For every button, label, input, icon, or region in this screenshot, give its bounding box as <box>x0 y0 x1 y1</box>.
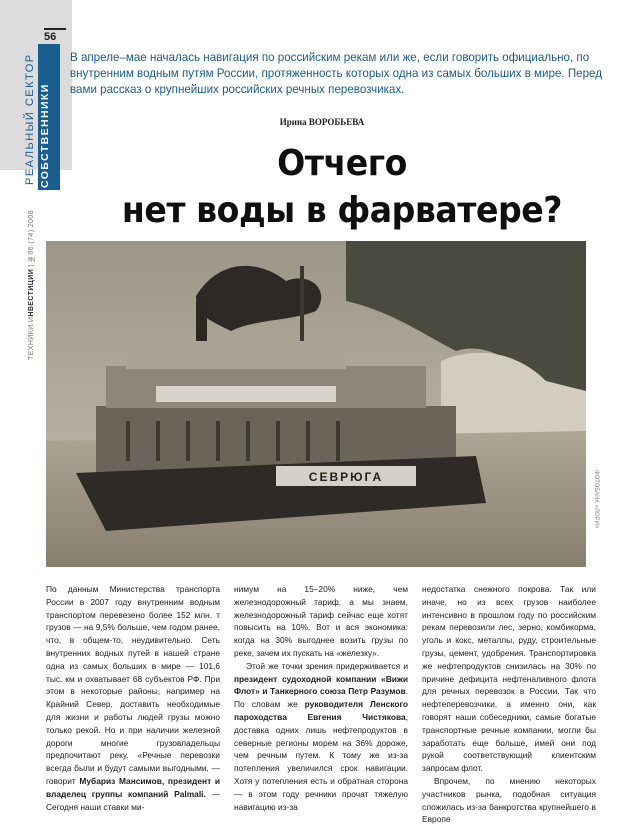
headline <box>40 140 644 234</box>
paragraph: нимум на 15–20% ниже, чем железнодорожный тариф, а мы знаем, железнодорожный тариф сейчас еще хотят повысить на 10%. Вот и вся экономика: когда на 30% выгоднее возить грузы по реке, зачем их пускать на «железку». <box>234 584 408 658</box>
quoted-person: Мубариз Мансимов, президент и владелец группы компаний Palmali. <box>46 775 220 799</box>
headline-line-1: Отчего <box>277 143 407 184</box>
river-ship-photo <box>46 241 586 567</box>
page-number: 56 <box>44 28 66 43</box>
article-body <box>46 583 596 826</box>
column-3 <box>422 583 596 826</box>
rubric-owners: СОБСТВЕННИКИ <box>39 83 51 188</box>
photo-credit: ФОТОБАНК «ЛОРИ» <box>593 470 599 529</box>
quoted-person: руководителя Ленского пароходства Евгения Чистякова <box>234 699 408 722</box>
magazine-number: | №06 (74) 2008 <box>28 210 35 269</box>
text: Этой же точки зрения придерживается и <box>246 660 408 671</box>
paragraph: Впрочем, по мнению некоторых участников рынка, подобная ситуация сложилась из-за банкротства крупнейшего в Европе <box>422 775 596 825</box>
ship-illustration <box>46 241 586 567</box>
column-2 <box>234 583 408 826</box>
text: По данным Министерства транспорта России в 2007 году внутренним водным транспортом перевезено более 152 млн. т грузов — на 9,5% больше, чем годом ранее, что, в общем-то, неудивительно. Сеть внутренних водных путей в нашей стране одна из самых больших в мире — 101,6 тыс. км и охватывает 68 субъектов РФ. При этом в некоторые районы, например на Крайний Север, доставить необходимые для жизни и работы людей грузы можно только рекой. Но и при наличии железной дороги многие грузовладельцы предпочитают реку. «Речные перевозки всегда были и будут самыми выгодными, — говорит <box>46 584 220 786</box>
column-1 <box>46 583 220 826</box>
magazine-prefix: ТЕХНИКИ И <box>28 316 35 360</box>
lead-paragraph: В апреле–мае началась навигация по российским рекам или же, если говорить официально, по внутренним водным путям России, протяженность которых одна из самых больших в мире. Перед вами рассказ о крупнейших российских речных перевозчиках. <box>70 51 603 96</box>
author: Ирина ВОРОБЬЕВА <box>279 117 365 127</box>
paragraph <box>234 660 408 814</box>
ship-name: СЕВРЮГА <box>308 470 384 484</box>
magazine-issue <box>28 190 40 360</box>
text: , доставка одних лишь нефтепродуктов в северные регионы морем на 36% дороже, чем речным путем. К тому же из-за потепления увеличился срок навигации. Хотя у потепления есть и обратная сторона — в этом году речники прочат тяжелую навигацию из-за <box>234 711 408 812</box>
text: . По словам же <box>234 686 408 710</box>
headline-line-2: нет воды в фарватере? <box>121 190 563 231</box>
text: — Сегодня наши ставки ми- <box>46 788 220 812</box>
paragraph: недостатка снежного покрова. Так или иначе, но из всех грузов наиболее интенсивно в прошлом году по российским рекам перевозили лес, зерно, комбикорма, уголь и кокс, металлы, руду, строительные грузы, цемент, удобрения. Транспортировка же нефтепродуктов снизилась на 30% по причине дефицита нефтеналивного флота для речных перевозок в России. Так что нефтеперевозчики, а именно они, как говорят наши собеседники, самые богатые транспортные речные компании, могли бы заработать еще больше, имей они под рукой соответствующий клиентским запросам флот. <box>422 584 596 774</box>
paragraph <box>46 583 220 813</box>
quoted-person: президент судоходной компании «Вижи Флот» и Танкерного союза Петр Разумов <box>234 673 408 697</box>
magazine-bold: НВЕСТИЦИИ <box>28 268 35 317</box>
rubric-real-sector: РЕАЛЬНЫЙ СЕКТОР <box>24 53 36 185</box>
